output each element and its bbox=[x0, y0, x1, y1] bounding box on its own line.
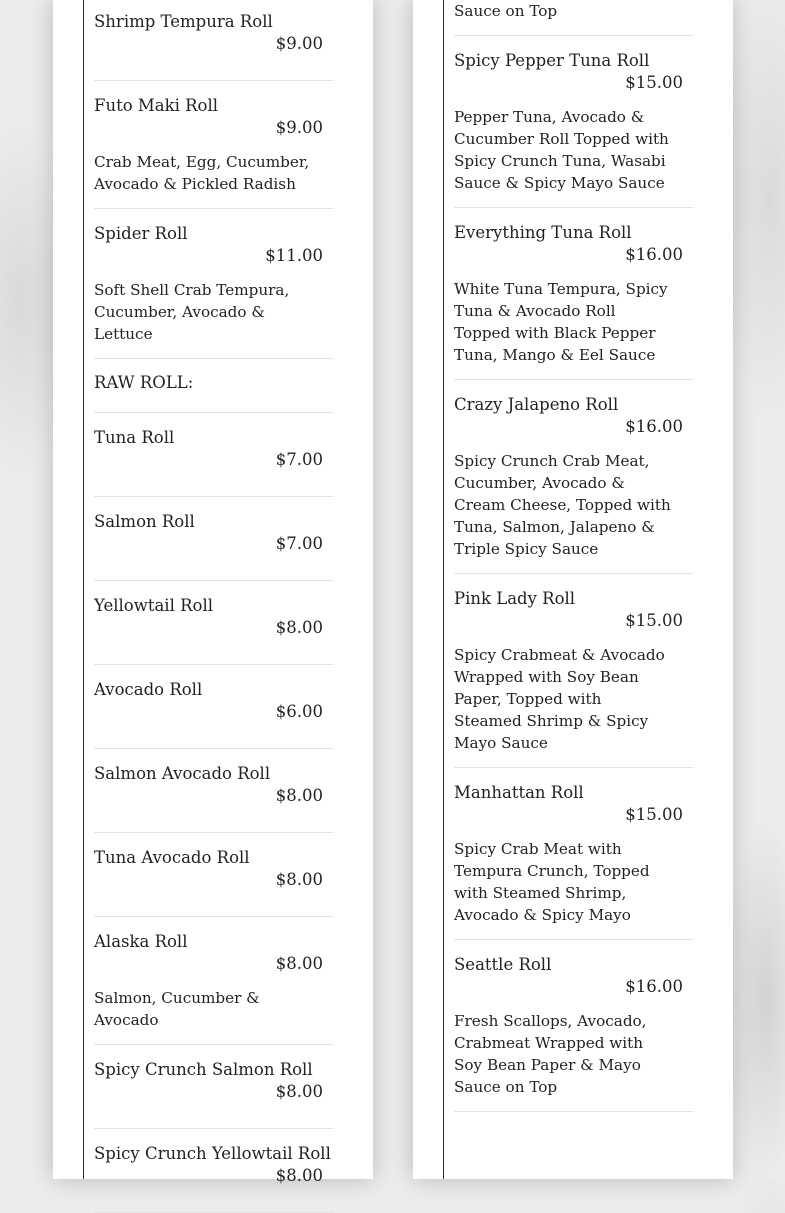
menu-item-price: $8.00 bbox=[275, 618, 323, 637]
menu-item bbox=[94, 581, 333, 665]
menu-item-price: $7.00 bbox=[275, 450, 323, 469]
menu-item-price: $15.00 bbox=[625, 73, 683, 92]
menu-item-price: $15.00 bbox=[625, 805, 683, 824]
menu-item-price: $11.00 bbox=[265, 246, 323, 265]
menu-item-name: Tuna Roll bbox=[94, 428, 175, 447]
menu-item bbox=[94, 749, 333, 833]
menu-item-name: Manhattan Roll bbox=[454, 783, 584, 802]
menu-item bbox=[454, 36, 693, 208]
menu-item bbox=[454, 380, 693, 574]
section-heading-raw-roll: RAW ROLL: bbox=[94, 359, 333, 413]
menu-item-name: Futo Maki Roll bbox=[94, 96, 219, 115]
menu-item-name: Spicy Crunch Salmon Roll bbox=[94, 1060, 313, 1079]
menu-item-name: Tuna Avocado Roll bbox=[94, 848, 250, 867]
menu-item-price: $6.00 bbox=[275, 702, 323, 721]
menu-item-price: $8.00 bbox=[275, 1166, 323, 1185]
menu-item-name: Pink Lady Roll bbox=[454, 589, 576, 608]
menu-item bbox=[454, 940, 693, 1112]
menu-item-name: Spicy Pepper Tuna Roll bbox=[454, 51, 650, 70]
menu-item-price: $8.00 bbox=[275, 1082, 323, 1101]
menu-item-description: Spicy Crabmeat & Avocado Wrapped with Soy Bean Paper, Topped with Steamed Shrimp & Spicy Mayo Sauce bbox=[454, 646, 665, 752]
right-menu-column bbox=[454, 0, 693, 1112]
menu-item bbox=[94, 665, 333, 749]
menu-item bbox=[94, 833, 333, 917]
menu-item-name: Seattle Roll bbox=[454, 955, 552, 974]
menu-item bbox=[454, 574, 693, 768]
menu-item-price: $15.00 bbox=[625, 611, 683, 630]
menu-item-price: $7.00 bbox=[275, 534, 323, 553]
menu-item-price: $16.00 bbox=[625, 417, 683, 436]
menu-item-name: Crazy Jalapeno Roll bbox=[454, 395, 619, 414]
menu-item bbox=[94, 209, 333, 359]
menu-item-price: $8.00 bbox=[275, 954, 323, 973]
menu-item-description: Soft Shell Crab Tempura, Cucumber, Avocado & Lettuce bbox=[94, 281, 290, 343]
menu-item-cut-off bbox=[454, 0, 693, 36]
menu-item bbox=[454, 768, 693, 940]
menu-item-description: Pepper Tuna, Avocado & Cucumber Roll Topped with Spicy Crunch Tuna, Wasabi Sauce & Spicy Mayo Sauce bbox=[454, 108, 669, 192]
menu-item-price: $8.00 bbox=[275, 786, 323, 805]
menu-item-description: Fresh Scallops, Avocado, Crabmeat Wrapped with Soy Bean Paper & Mayo Sauce on Top bbox=[454, 1012, 647, 1096]
menu-item-name: Yellowtail Roll bbox=[94, 596, 214, 615]
menu-item-description: Sauce on Top bbox=[454, 2, 558, 20]
menu-item-description: Spicy Crunch Crab Meat, Cucumber, Avocado & Cream Cheese, Topped with Tuna, Salmon, Jalapeno & Triple Spicy Sauce bbox=[454, 452, 671, 558]
menu-item bbox=[94, 0, 333, 81]
menu-item bbox=[94, 497, 333, 581]
menu-item-price: $16.00 bbox=[625, 977, 683, 996]
menu-item-name: Spider Roll bbox=[94, 224, 188, 243]
menu-item bbox=[94, 413, 333, 497]
menu-item-name: Shrimp Tempura Roll bbox=[94, 12, 273, 31]
menu-item-description: Spicy Crab Meat with Tempura Crunch, Topped with Steamed Shrimp, Avocado & Spicy Mayo bbox=[454, 840, 650, 924]
menu-item bbox=[454, 208, 693, 380]
menu-item-name: Salmon Avocado Roll bbox=[94, 764, 271, 783]
menu-item-description: White Tuna Tempura, Spicy Tuna & Avocado Roll Topped with Black Pepper Tuna, Mango & Eel Sauce bbox=[454, 280, 668, 364]
left-column-rule bbox=[83, 0, 84, 1179]
menu-item-price: $8.00 bbox=[275, 870, 323, 889]
menu-item bbox=[94, 1045, 333, 1129]
menu-item-price: $9.00 bbox=[275, 118, 323, 137]
menu-item-name: Alaska Roll bbox=[94, 932, 188, 951]
menu-item-description: Crab Meat, Egg, Cucumber, Avocado & Pickled Radish bbox=[94, 153, 310, 193]
menu-item-name: Everything Tuna Roll bbox=[454, 223, 632, 242]
menu-item-description: Salmon, Cucumber & Avocado bbox=[94, 989, 260, 1029]
menu-item-name: Avocado Roll bbox=[94, 680, 203, 699]
left-menu-column bbox=[94, 0, 333, 1213]
menu-item bbox=[94, 917, 333, 1045]
menu-item-name: Spicy Crunch Yellowtail Roll bbox=[94, 1144, 331, 1163]
right-column-rule bbox=[443, 0, 444, 1179]
menu-item bbox=[94, 81, 333, 209]
menu-item-name: Salmon Roll bbox=[94, 512, 195, 531]
menu-item-price: $16.00 bbox=[625, 245, 683, 264]
menu-item-price: $9.00 bbox=[275, 34, 323, 53]
menu-item bbox=[94, 1129, 333, 1213]
